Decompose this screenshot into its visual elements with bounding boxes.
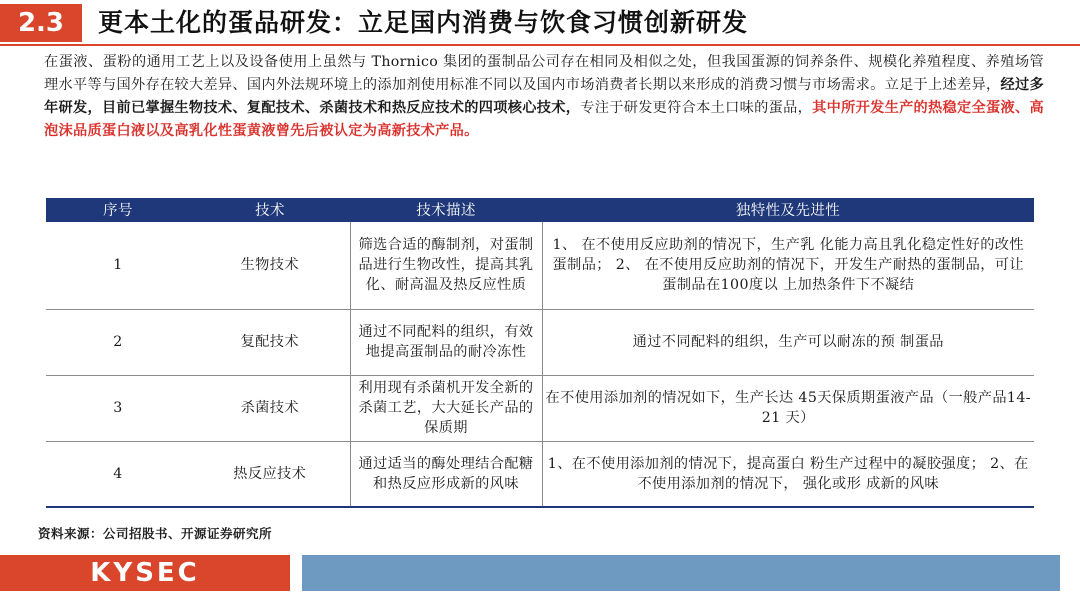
cell-tech: 杀菌技术 <box>190 375 350 441</box>
intro-text: 在蛋液、蛋粉的通用工艺上以及设备使用上虽然与 Thornico 集团的蛋制品公司存在相同及相似之处，但我国蛋源的饲养条件、规模化养殖程度、养殖场管理水平等与国外存在较大差异、国内外法规环境上的添加剂使用标准不同以及国内市场消费者长期以来形成的消费习惯与市场需求。立足于上述差异， <box>44 54 1044 93</box>
source-note: 资料来源：公司招股书、开源证券研究所 <box>38 526 273 541</box>
cell-no: 4 <box>46 441 190 507</box>
intro-highlight-text: 其中所开发生产的热稳定全蛋液、高泡沫品质蛋白液以及高乳化性蛋黄液曾先后被认定为高新技术产品。 <box>44 100 1044 139</box>
cell-no: 3 <box>46 375 190 441</box>
cell-feature: 通过不同配料的组织，生产可以耐冻的预 制蛋品 <box>542 309 1034 375</box>
column-header-desc: 技术描述 <box>350 199 542 222</box>
table-row <box>46 441 1034 507</box>
intro-paragraph <box>44 51 1044 143</box>
cell-desc: 利用现有杀菌机开发全新的杀菌工艺，大大延长产品的保质期 <box>350 375 542 441</box>
section-number-badge: 2.3 <box>0 4 82 42</box>
column-header-tech: 技术 <box>190 199 350 222</box>
table-row <box>46 222 1034 309</box>
column-header-no: 序号 <box>46 199 190 222</box>
core-technology-table <box>46 198 1034 508</box>
cell-desc: 通过适当的酶处理结合配糖和热反应形成新的风味 <box>350 441 542 507</box>
intro-bold-text: 经过多年研发，目前已掌握生物技术、复配技术、杀菌技术和热反应技术的四项核心技术， <box>44 77 1044 116</box>
cell-no: 2 <box>46 309 190 375</box>
table-row <box>46 375 1034 441</box>
intro-text-2: 专注于研发更符合本土口味的蛋品， <box>580 100 813 116</box>
header-divider <box>0 44 1080 46</box>
cell-tech: 生物技术 <box>190 222 350 309</box>
kysec-logo: KYSEC <box>90 558 200 588</box>
column-header-feature: 独特性及先进性 <box>542 199 1034 222</box>
page-header <box>0 0 1080 46</box>
cell-desc: 通过不同配料的组织，有效地提高蛋制品的耐冷冻性 <box>350 309 542 375</box>
cell-feature: 在不使用添加剂的情况如下，生产长达 45天保质期蛋液产品（一般产品14-21 天） <box>542 375 1034 441</box>
page-title: 更本土化的蛋品研发：立足国内消费与饮食习惯创新研发 <box>98 8 749 37</box>
table-header-row <box>46 199 1034 222</box>
cell-tech: 热反应技术 <box>190 441 350 507</box>
footer-blue-bar <box>302 555 1060 591</box>
table-row <box>46 309 1034 375</box>
cell-desc: 筛选合适的酶制剂，对蛋制品进行生物改性，提高其乳化、耐高温及热反应性质 <box>350 222 542 309</box>
cell-no: 1 <box>46 222 190 309</box>
cell-feature: 1、 在不使用反应助剂的情况下，生产乳 化能力高且乳化稳定性好的改性蛋制品； 2、 在不使用反应助剂的情况下，开发生产耐热的蛋制品，可让蛋制品在100度以 上加热条件下不凝结 <box>542 222 1034 309</box>
cell-feature: 1、在不使用添加剂的情况下，提高蛋白 粉生产过程中的凝胶强度； 2、在不使用添加剂的情况下， 强化或形 成新的风味 <box>542 441 1034 507</box>
cell-tech: 复配技术 <box>190 309 350 375</box>
